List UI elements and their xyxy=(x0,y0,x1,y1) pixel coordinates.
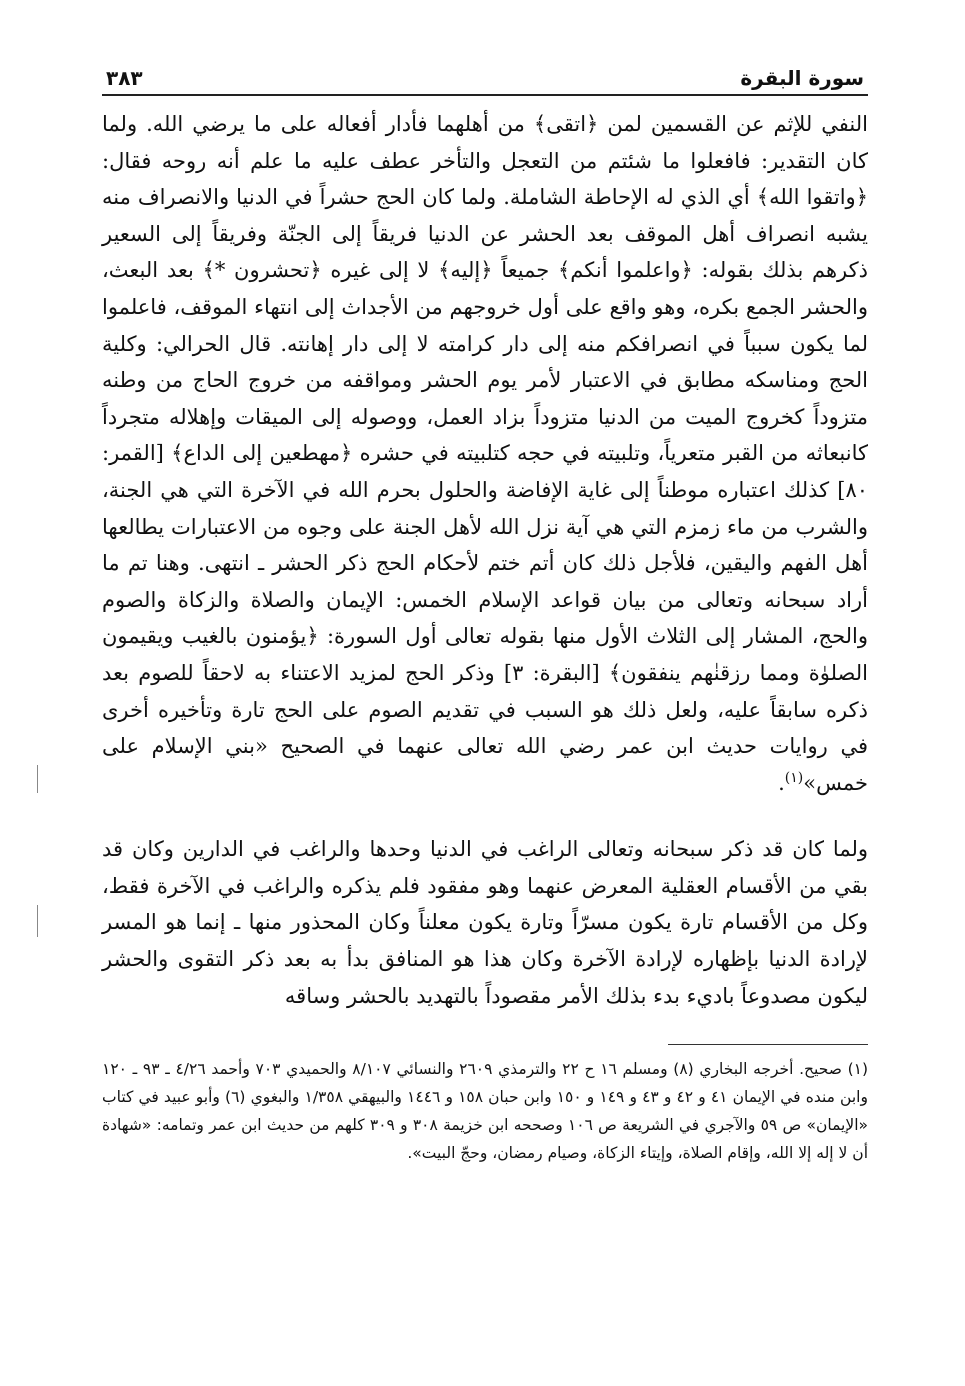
paragraph-1-end: . xyxy=(778,770,785,795)
page xyxy=(102,62,868,1386)
page-header xyxy=(102,62,868,96)
margin-mark-top xyxy=(37,765,38,793)
paragraph-2: ولما كان قد ذكر سبحانه وتعالى الراغب في الدنيا وحدها والراغب في الدارين وكان قد بقي من الأقسام العقلية المعرض عنهما وهو مفقود فلم يذكره والراغب في الآخرة فقط، وكل من الأقسام تارة يكون مسرّاً وتارة يكون معلناً وكان المحذور منها ـ إنما هو المسر لإرادة الدنيا بإظهاره لإرادة الآخرة وكان هذا هو المنافق بدأ به بعد ذكر التقوى والحشر ليكون مصدوعاً باديء بدء بذلك الأمر مقصوداً بالتهديد بالحشر وساقه xyxy=(102,837,868,1008)
surah-title: سورة البقرة xyxy=(740,66,864,90)
footnote-divider xyxy=(668,1044,868,1045)
paragraph-1-text: النفي للإثم عن القسمين لمن ﴿اتقى﴾ من أهلهما فأدار أفعاله على ما يرضي الله. ولما كان التقدير: فافعلوا ما شئتم من التعجل والتأخر عطف عليه ما علم أنه روحه فقال: ﴿واتقوا الله﴾ أي الذي له الإحاطة الشاملة. ولما كان الحج حشراً في الدنيا والانصراف منه يشبه انصراف أهل الموقف بعد الحشر عن الدنيا فريقاً إلى الجنّة وفريقاً إلى السعير ذكرهم بذلك بقوله: ﴿واعلموا أنكم﴾ جميعاً ﴿إليه﴾ لا إلى غيره ﴿تحشرون *﴾ بعد البعث، والحشر الجمع بكره، وهو واقع على أول خروجهم من الأجداث إلى انتهاء الموقف، فاعلموا لما يكون سبباً في انصرافكم منه إلى دار كرامته لا إلى دار إهانته. قال الحرالي: وكلية الحج ومناسكه مطابق في الاعتبار لأمر يوم الحشر ومواقفه من خروج الحاج من وطنه متزوداً كخروج الميت من الدنيا متزوداً بزاد العمل، ووصوله إلى الميقات وإهلاله متجرداً كانبعاثه من القبر متعرياً، وتلبيته في حجه كتلبيته في حشره ﴿مهطعين إلى الداع﴾ [القمر: ٨٠] كذلك اعتباره موطناً إلى غاية الإفاضة والحلول بحرم الله في الآخرة التي هي الجنة، والشرب من ماء زمزم التي هي آية نزل الله لأهل الجنة على وجوه من الاعتبارات يطالعها أهل الفهم واليقين، فلأجل ذلك كان أتم ختم لأحكام الحج ذكر الحشر ـ انتهى. وهنا تم ما أراد سبحانه وتعالى من بيان قواعد الإسلام الخمس: الإيمان والصلاة والزكاة والصوم والحج، المشار إلى الثلاث الأول منها بقوله تعالى أول السورة: ﴿يؤمنون بالغيب ويقيمون الصلوٰة ومما رزقنٰهم ينفقون﴾ [البقرة: ٣] وذكر الحج لمزيد الاعتناء به لاحقاً للصوم بعد ذكره سابقاً عليه، ولعل ذلك هو السبب في تقديم الصوم على الحج تارة وتأخيره أخرى في روايات حديث ابن عمر رضي الله تعالى عنهما في الصحيح «بني الإسلام على خمس» xyxy=(102,112,869,795)
margin-mark-bottom xyxy=(37,905,38,937)
footnote-reference: (١) xyxy=(784,769,804,786)
footnote: (١) صحيح. أخرجه البخاري (٨) ومسلم ١٦ ح ٢٢ والترمذي ٢٦٠٩ والنسائي ٨/١٠٧ والحميدي ٧٠٣ وأحمد ٤/٢٦ ـ ٩٣ ـ ١٢٠ وابن منده في الإيمان ٤١ و ٤٢ و ٤٣ و ١٤٩ و ١٥٠ وابن حبان ١٥٨ و ١٤٤٦ والبيهقي ١/٣٥٨ والبغوي (٦) وأبو عبيد في كتاب «الإيمان» ص ٥٩ والآجري في الشريعة ص ١٠٦ وصححه ابن خزيمة ٣٠٨ و ٣٠٩ كلهم من حديث ابن عمر وتمامه: «شهادة أن لا إله إلا الله، وإقام الصلاة، وإيتاء الزكاة، وصيام رمضان، وحجّ البيت». xyxy=(102,1060,869,1163)
page-number: ٣٨٣ xyxy=(106,66,143,90)
paragraph-1 xyxy=(102,106,868,801)
main-text xyxy=(102,106,868,1014)
